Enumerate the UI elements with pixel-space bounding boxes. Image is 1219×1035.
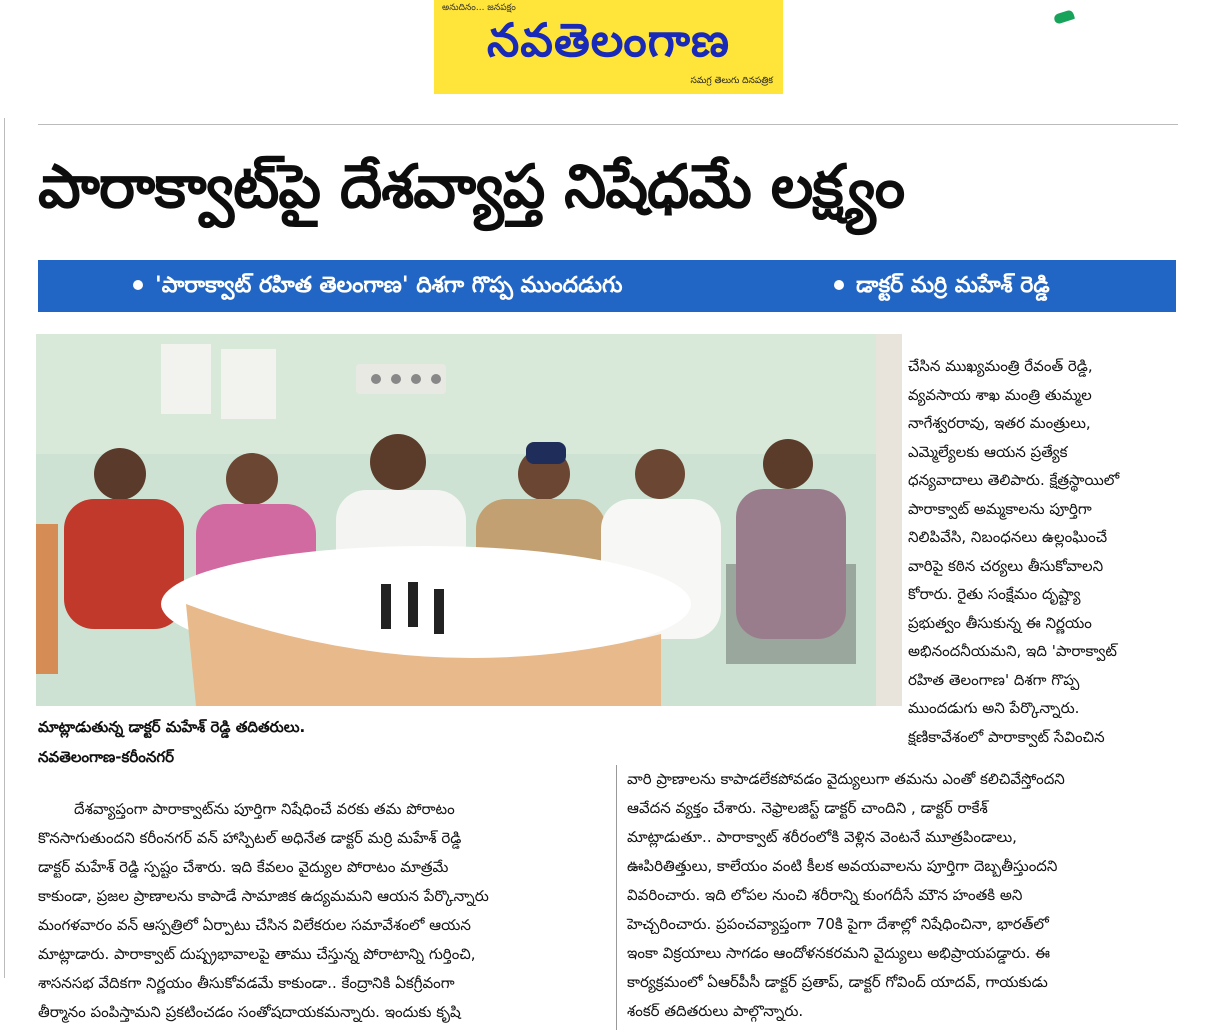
body-column-left [38,795,613,1027]
body-line: నాగేశ్వరరావు, ఇతర మంత్రులు, [908,414,1091,432]
body-line: ధన్యవాదాలు తెలిపారు. క్షేత్రస్థాయిలో [908,471,1120,489]
body-line: శాసనసభ వేదికగా నిర్ణయం తీసుకోవడమే కాకుండా.. కేంద్రానికి ఏకగ్రీవంగా [38,974,455,992]
subhead-bar [38,260,1176,312]
masthead-name: నవతెలంగాణ [486,13,731,67]
subhead-2-text: డాక్టర్ మర్రి మహేశ్ రెడ్డి [856,273,1050,298]
photo-illustration [36,334,902,706]
body-line: అభినందనీయమని, ఇది 'పారాక్వాట్ [908,642,1117,660]
body-line: కాకుండా, ప్రజల ప్రాణాలను కాపాడే సామాజిక ఉద్యమమని ఆయన పేర్కొన్నారు [38,887,489,905]
body-line: మాట్లాడుతూ.. పారాక్వాట్ శరీరంలోకి వెళ్లిన వెంటనే మూత్రపిండాలు, [627,828,1017,846]
body-line: పారాక్వాట్ అమ్మకాలను పూర్తిగా [908,499,1092,518]
dateline: నవతెలంగాణ-కరీంనగర్ [38,748,175,766]
masthead [434,0,783,94]
body-line: నిలిపివేసి, నిబంధనలు ఉల్లంఘించే [908,528,1108,546]
body-line: వ్యవసాయ శాఖ మంత్రి తుమ్మల [908,385,1092,404]
body-line: వివరించారు. ఇది లోపల నుంచి శరీరాన్ని కుంగదీసే మౌన హంతకి అని [627,886,1023,904]
body-line: శంకర్ తదితరులు పాల్గొన్నారు. [627,1002,804,1020]
body-line: రహిత తెలంగాణ' దిశగా గొప్ప [908,670,1080,689]
body-line: ఎమ్మెల్యేలకు ఆయన ప్రత్యేక [908,442,1068,461]
article-headline: పారాక్వాట్‌పై దేశవ్యాప్త నిషేధమే లక్ష్యం [38,152,905,222]
body-line: హెచ్చరించారు. ప్రపంచవ్యాప్తంగా 70కి పైగా దేశాల్లో నిషేధించినా, భారత్‌లో [627,915,1049,933]
body-line: కార్యక్రమంలో ఏఆర్‌పీసీ డాక్టర్ ప్రతాప్, డాక్టర్ గోవింద్ యాదవ్, గాయకుడు [627,973,1048,991]
body-line: ముందడుగు అని పేర్కొన్నారు. [908,699,1080,717]
body-line: మంగళవారం వన్ ఆస్పత్రిలో ఏర్పాటు చేసిన విలేకరుల సమావేశంలో ఆయన [38,916,471,934]
body-line: ఆవేదన వ్యక్తం చేశారు. నెఫ్రాలజిస్ట్ డాక్టర్ చాందిని , డాక్టర్ రాకేశ్ [627,799,988,817]
body-line: మాట్లాడారు. పారాక్వాట్ దుష్ప్రభావాలపై తాము చేస్తున్న పోరాటాన్ని గుర్తించి, [38,945,476,963]
press-meet-photo [36,334,902,706]
subhead-2 [834,260,1050,312]
body-line: కోరారు. రైతు సంక్షేమం దృష్ట్యా [908,585,1081,603]
bullet-icon [133,280,143,290]
masthead-subtitle: సమగ్ర తెలుగు దినపత్రిక [690,76,773,86]
body-line: దేశవ్యాప్తంగా పారాక్వాట్‌ను పూర్తిగా నిషేధించే వరకు తమ పోరాటం [74,800,455,818]
body-line: కొనసాగుతుందని కరీంనగర్ వన్ హాస్పిటల్ అధినేత డాక్టర్ మర్రి మహేశ్ రెడ్డి [38,829,462,847]
subhead-1-text: 'పారాక్వాట్ రహిత తెలంగాణ' దిశగా గొప్ప ముందడుగు [155,273,623,298]
body-line: వారి ప్రాణాలను కాపాడలేకపోవడం వైద్యులుగా తమను ఎంతో కలిచివేస్తోందని [627,770,1065,788]
masthead-tagline: అనుదినం... జనపక్షం [442,3,516,13]
bullet-icon [834,280,844,290]
body-line: తీర్మానం పంపిస్తామని ప్రకటించడం సంతోషదాయకమన్నారు. ఇందుకు కృషి [38,1003,461,1021]
body-line: ఇంకా విక్రయాలు సాగడం ఆందోళనకరమని వైద్యులు అభిప్రాయపడ్డారు. ఈ [627,944,1051,962]
subhead-1 [133,260,622,312]
photo-caption: మాట్లాడుతున్న డాక్టర్ మహేశ్ రెడ్డి తదితరులు. [38,718,306,736]
body-line: క్షణికావేశంలో పారాక్వాట్ సేవించిన [908,727,1105,746]
body-line: చేసిన ముఖ్యమంత్రి రేవంత్ రెడ్డి, [908,357,1093,375]
body-line: డాక్టర్ మహేశ్ రెడ్డి స్పష్టం చేశారు. ఇది కేవలం వైద్యుల పోరాటం మాత్రమే [38,858,449,876]
body-line: వారిపై కఠిన చర్యలు తీసుకోవాలని [908,556,1104,575]
body-line: ఊపిరితిత్తులు, కాలేయం వంటి కీలక అవయవాలను పూర్తిగా దెబ్బతీస్తుందని [627,857,1058,875]
bird-icon [1053,9,1075,25]
page-edge-line [4,118,5,978]
body-column-bottom-right [627,765,1182,1026]
column-divider [616,765,617,1030]
header-rule [38,124,1178,125]
body-column-right [908,352,1180,751]
body-line: ప్రభుత్వం తీసుకున్న ఈ నిర్ణయం [908,613,1092,632]
